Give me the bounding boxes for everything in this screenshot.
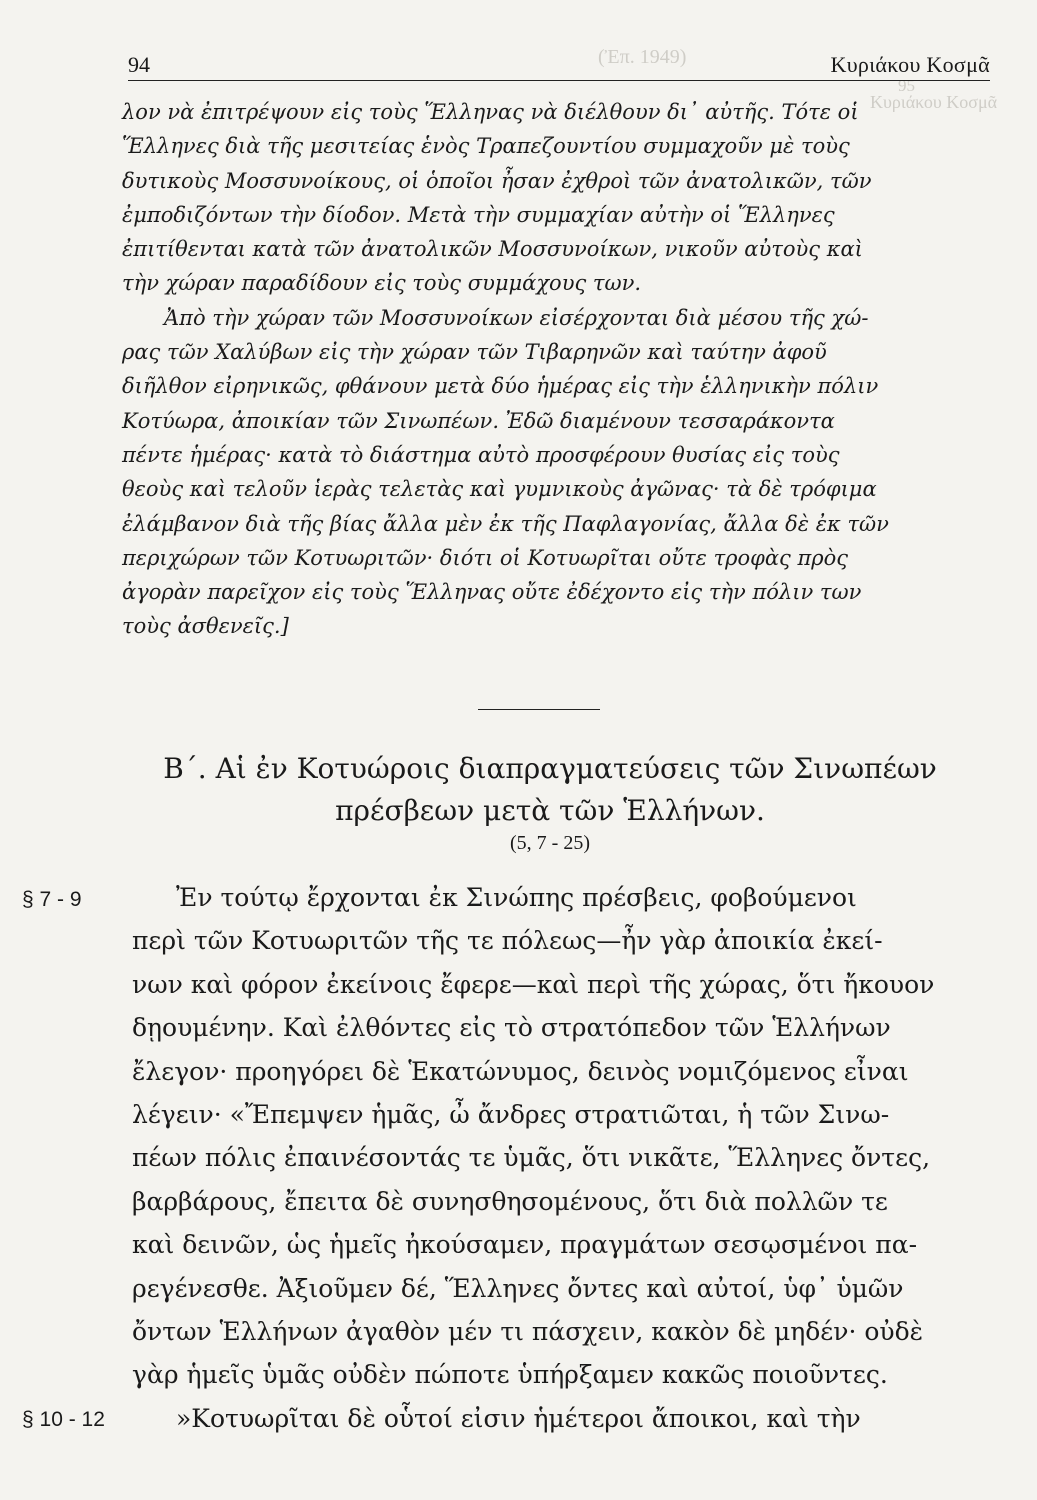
text-line: ἐλάμβανον διὰ τῆς βίας ἄλλα μὲν ἐκ τῆς Παφλαγονίας, ἄλλα δὲ ἐκ τῶν [122, 511, 889, 536]
bleed-through-page-number: 95 [898, 76, 915, 95]
text-line: ἐπιτίθενται κατὰ τῶν ἀνατολικῶν Μοσσυνοίκων, νικοῦν αὐτοὺς καὶ [122, 237, 863, 262]
section-heading-line: πρέσβεων μετὰ τῶν Ἑλλήνων. [335, 794, 765, 827]
section-divider [478, 709, 600, 710]
text-line: καὶ δεινῶν, ὡς ἡμεῖς ἠκούσαμεν, πραγμάτων σεσῳσμένοι πα- [132, 1230, 918, 1260]
text-line: θεοὺς καὶ τελοῦν ἱερὰς τελετὰς καὶ γυμνικοὺς ἀγῶνας· τὰ δὲ τρόφιμα [122, 477, 877, 502]
running-title: Κυριάκου Κοσμᾶ [830, 52, 990, 77]
text-line: περὶ τῶν Κοτυωριτῶν τῆς τε πόλεως—ἦν γὰρ ἀποικία ἐκεί- [132, 926, 883, 956]
text-line: περιχώρων τῶν Κοτυωριτῶν· διότι οἱ Κοτυωρῖται οὔτε τροφὰς πρὸς [122, 545, 849, 570]
italic-summary-paragraph [122, 95, 992, 644]
margin-reference: § 10 - 12 [22, 1408, 105, 1431]
bleed-through-text: (Ἐπ. 1949) [598, 46, 687, 68]
text-line: ἔλεγον· προηγόρει δὲ Ἑκατώνυμος, δεινὸς νομιζόμενος εἶναι [132, 1056, 909, 1086]
text-line: δυτικοὺς Μοσσυνοίκους, οἱ ὁποῖοι ἦσαν ἐχθροὶ τῶν ἀνατολικῶν, τῶν [122, 168, 872, 193]
section-range: (5, 7 - 25) [510, 832, 590, 854]
main-text [132, 876, 992, 1440]
section-heading-line: Β΄. Αἱ ἐν Κοτυώροις διαπραγματεύσεις τῶν Σινωπέων [163, 752, 937, 785]
section-heading [120, 748, 980, 832]
text-line: Ἕλληνες διὰ τῆς μεσιτείας ἑνὸς Τραπεζουντίου συμμαχοῦν μὲ τοὺς [122, 134, 850, 159]
text-line: τοὺς ἀσθενεῖς.] [122, 614, 289, 639]
text-line: πέντε ἡμέρας· κατὰ τὸ διάστημα αὐτὸ προσφέρουν θυσίας εἰς τοὺς [122, 442, 840, 467]
text-line: Ἐν τούτῳ ἔρχονται ἐκ Σινώπης πρέσβεις, φοβούμενοι [176, 883, 857, 912]
text-line: δῃουμένην. Καὶ ἐλθόντες εἰς τὸ στρατόπεδον τῶν Ἑλλήνων [132, 1013, 891, 1043]
text-line: ρεγένεσθε. Ἀξιοῦμεν δέ, Ἕλληνες ὄντες καὶ αὐτοί, ὑφ᾽ ὑμῶν [132, 1273, 904, 1303]
text-line: ἐμποδιζόντων τὴν δίοδον. Μετὰ τὴν συμμαχίαν αὐτὴν οἱ Ἕλληνες [122, 202, 835, 227]
bleed-through-title: Κυριάκου Κοσμᾶ [870, 92, 998, 112]
text-line: Κοτύωρα, ἀποικίαν τῶν Σινωπέων. Ἐδῶ διαμένουν τεσσαράκοντα [122, 408, 835, 433]
text-line: λέγειν· «Ἔπεμψεν ἡμᾶς, ὦ ἄνδρες στρατιῶται, ἡ τῶν Σινω- [132, 1099, 890, 1129]
page-number: 94 [128, 52, 150, 77]
text-line: βαρβάρους, ἔπειτα δὲ συνησθησομένους, ὅτι διὰ πολλῶν τε [132, 1186, 888, 1216]
text-line: νων καὶ φόρον ἐκείνοις ἔφερε—καὶ περὶ τῆς χώρας, ὅτι ἤκουον [132, 969, 935, 999]
text-line: »Κοτυωρῖται δὲ οὗτοί εἰσιν ἡμέτεροι ἄποικοι, καὶ τὴν [176, 1403, 861, 1433]
margin-reference: § 7 - 9 [22, 888, 82, 911]
text-line: ὄντων Ἑλλήνων ἀγαθὸν μέν τι πάσχειν, κακὸν δὲ μηδέν· οὐδὲ [132, 1316, 924, 1346]
text-line: γὰρ ἡμεῖς ὑμᾶς οὐδὲν πώποτε ὑπήρξαμεν κακῶς ποιοῦντες. [132, 1360, 888, 1390]
running-header [128, 50, 990, 81]
text-line: τὴν χώραν παραδίδουν εἰς τοὺς συμμάχους των. [122, 271, 642, 296]
text-line: διῆλθον εἰρηνικῶς, φθάνουν μετὰ δύο ἡμέρας εἰς τὴν ἑλληνικὴν πόλιν [122, 374, 879, 399]
text-line: ἀγορὰν παρεῖχον εἰς τοὺς Ἕλληνας οὔτε ἐδέχοντο εἰς τὴν πόλιν των [122, 580, 862, 605]
text-line: λον νὰ ἐπιτρέψουν εἰς τοὺς Ἕλληνας νὰ διέλθουν δι᾽ αὐτῆς. Τότε οἱ [122, 100, 859, 124]
text-line: ρας τῶν Χαλύβων εἰς τὴν χώραν τῶν Τιβαρηνῶν καὶ ταύτην ἀφοῦ [122, 340, 827, 365]
text-line: Ἀπὸ τὴν χώραν τῶν Μοσσυνοίκων εἰσέρχονται διὰ μέσου τῆς χώ- [164, 305, 869, 330]
text-line: πέων πόλις ἐπαινέσοντάς τε ὑμᾶς, ὅτι νικᾶτε, Ἕλληνες ὄντες, [132, 1143, 931, 1173]
